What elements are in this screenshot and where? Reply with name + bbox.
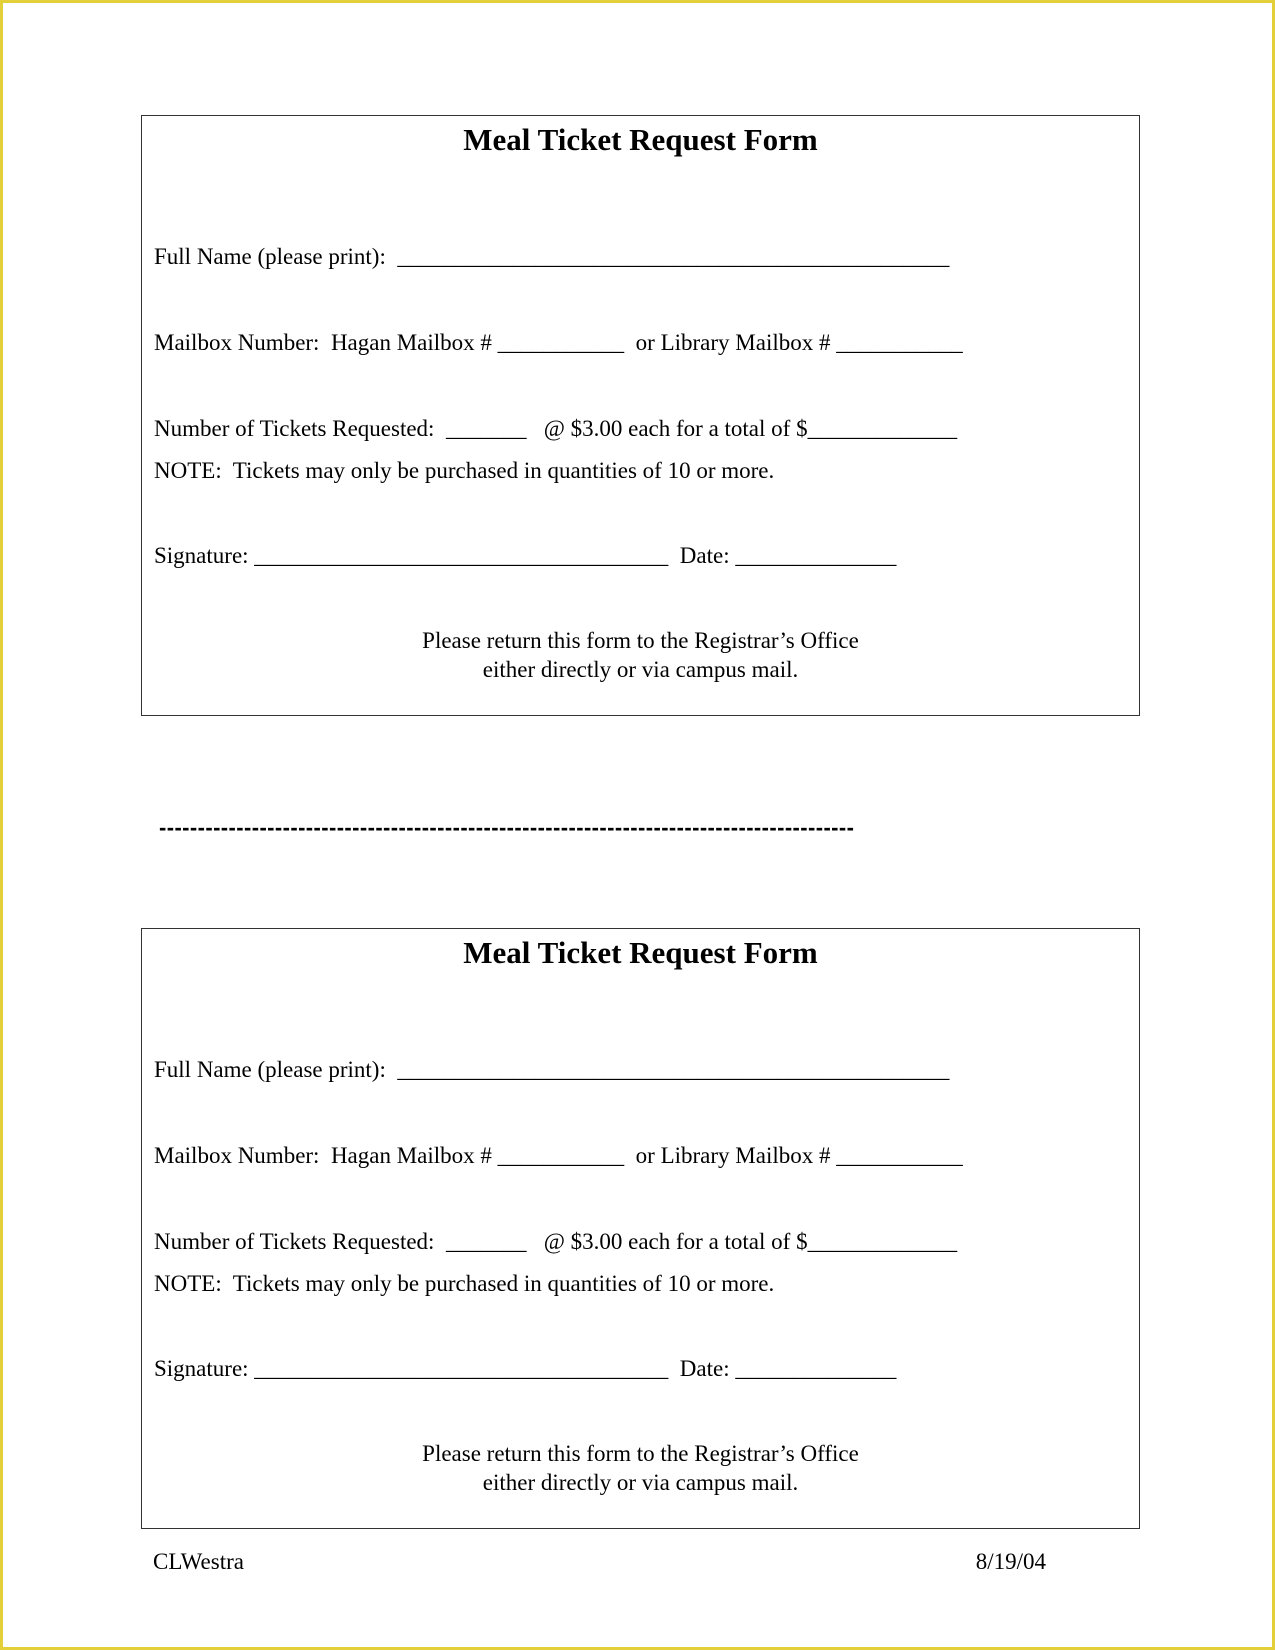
meal-ticket-form-top (141, 115, 1140, 716)
cut-line-divider: ------------------------------------------------------------------------------------------ (159, 815, 855, 840)
form-title: Meal Ticket Request Form (463, 122, 818, 157)
mailbox-number-field: Mailbox Number: Hagan Mailbox # ___________ or Library Mailbox # ___________ (154, 1143, 963, 1168)
quantity-note: NOTE: Tickets may only be purchased in quantities of 10 or more. (154, 1271, 775, 1296)
full-name-field: Full Name (please print): ________________________________________________ (154, 1057, 950, 1082)
return-instructions (142, 626, 1139, 684)
tickets-requested-field: Number of Tickets Requested: _______ @ $3.00 each for a total of $_____________ (154, 1229, 958, 1254)
quantity-note: NOTE: Tickets may only be purchased in quantities of 10 or more. (154, 458, 775, 483)
footer-date: 8/19/04 (975, 1549, 1046, 1574)
meal-ticket-form-bottom (141, 928, 1140, 1529)
return-instructions (142, 1439, 1139, 1497)
return-instructions-line-2: either directly or via campus mail. (482, 657, 799, 682)
signature-date-field: Signature: ____________________________________ Date: ______________ (154, 543, 897, 568)
full-name-field: Full Name (please print): ________________________________________________ (154, 244, 950, 269)
footer-author: CLWestra (153, 1549, 244, 1574)
signature-date-field: Signature: ____________________________________ Date: ______________ (154, 1356, 897, 1381)
return-instructions-line-2: either directly or via campus mail. (482, 1470, 799, 1495)
form-title: Meal Ticket Request Form (463, 935, 818, 970)
mailbox-number-field: Mailbox Number: Hagan Mailbox # ___________ or Library Mailbox # ___________ (154, 330, 963, 355)
return-instructions-line-1: Please return this form to the Registrar’s Office (422, 1441, 859, 1466)
tickets-requested-field: Number of Tickets Requested: _______ @ $3.00 each for a total of $_____________ (154, 416, 958, 441)
return-instructions-line-1: Please return this form to the Registrar’s Office (422, 628, 859, 653)
